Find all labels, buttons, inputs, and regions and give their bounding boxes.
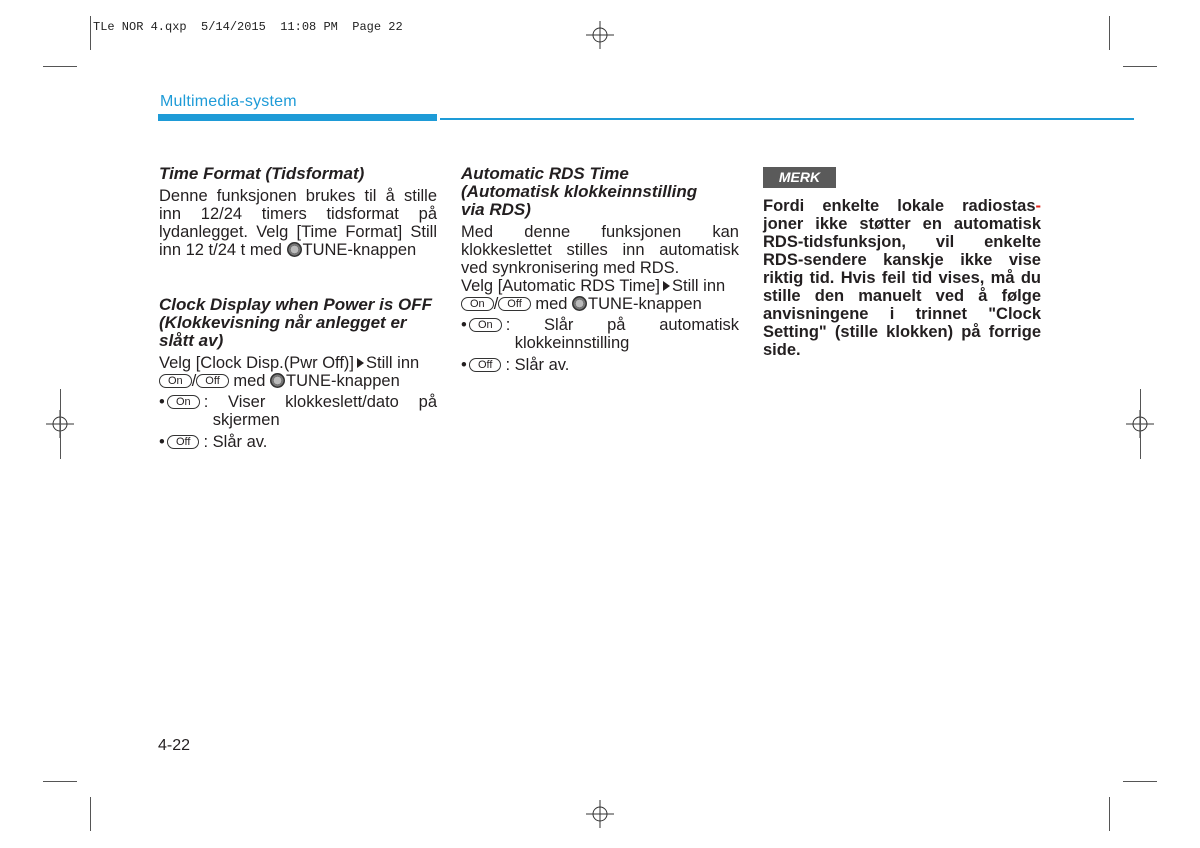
note-line: joner ikke støtter en automatisk: [763, 215, 1041, 233]
list-item-text: : Slår av.: [203, 433, 268, 451]
column-2: [461, 165, 739, 374]
slash: /: [191, 372, 197, 390]
on-button-icon: On: [159, 374, 192, 388]
bullet: •: [159, 393, 165, 411]
note-line: anvisningene i trinnet "Clock: [763, 305, 1041, 323]
rds-time-body: [461, 223, 739, 313]
body-line: ved synkronisering med RDS.: [461, 259, 680, 277]
on-button-icon: On: [167, 395, 200, 409]
heading-line: Automatic RDS Time: [461, 164, 629, 183]
heading-line: slått av): [159, 331, 224, 350]
tune-knob-icon: [287, 242, 302, 257]
page-number: 4-22: [158, 737, 191, 754]
note-line: stille den manuelt ved å følge: [763, 287, 1041, 305]
rds-time-heading: [461, 165, 739, 219]
body-text: inn 12 t/24 t med: [159, 241, 287, 259]
note-line: RDS-tidsfunksjon, vil enkelte: [763, 233, 1041, 251]
list-item: [461, 356, 739, 374]
note-text: Fordi enkelte lokale radiostas: [763, 197, 1036, 215]
list-item-key: [167, 393, 200, 411]
heading-line: (Klokkevisning når anlegget er: [159, 313, 407, 332]
tune-knob-icon: [572, 296, 587, 311]
body-line: [159, 241, 437, 259]
body-line: lydanlegget. Velg [Time Format] Still: [159, 223, 437, 241]
off-button-icon: Off: [498, 297, 530, 311]
body-line: : Slår på automatisk: [505, 316, 739, 334]
section-title: Multimedia-system: [160, 93, 297, 110]
clock-display-heading: [159, 296, 437, 350]
off-button-icon: Off: [469, 358, 501, 372]
header-rule-thick: [158, 114, 437, 121]
time-format-heading: Time Format (Tidsformat): [159, 164, 365, 183]
body-text: med: [530, 295, 573, 313]
header-rule-thin: [440, 118, 1134, 120]
crop-mark: [43, 66, 77, 67]
crop-mark: [1123, 781, 1157, 782]
heading-line: (Automatisk klokkeinnstilling: [461, 182, 698, 201]
on-button-icon: On: [461, 297, 494, 311]
crop-mark: [90, 797, 91, 831]
body-text: Still inn: [366, 354, 420, 372]
body-text: TUNE-knappen: [302, 241, 417, 259]
print-slug: TLe NOR 4.qxp 5/14/2015 11:08 PM Page 22: [93, 20, 403, 34]
note-line: Setting" (stille klokken) på forrige: [763, 323, 1041, 341]
body-text: med: [228, 372, 271, 390]
registration-mark-icon: [586, 800, 614, 828]
crop-mark: [43, 781, 77, 782]
heading-line: Clock Display when Power is OFF: [159, 295, 433, 314]
bullet: •: [461, 316, 467, 334]
body-line: inn 12/24 timers tidsformat på: [159, 205, 437, 223]
note-body: [763, 197, 1041, 359]
crop-mark: [1109, 797, 1110, 831]
list-item: [159, 433, 437, 451]
heading-line: via RDS): [461, 200, 531, 219]
body-line: skjermen: [212, 411, 280, 429]
body-line: : Viser klokkeslett/dato på: [203, 393, 437, 411]
list-item-key: [469, 356, 501, 374]
body-line: [461, 295, 739, 313]
body-line: [461, 277, 739, 295]
time-format-body: [159, 187, 437, 259]
body-text: Still inn: [672, 277, 726, 295]
body-line: [159, 372, 437, 390]
body-text: Velg [Clock Disp.(Pwr Off)]: [159, 354, 354, 372]
body-line: Med denne funksjonen kan: [461, 223, 739, 241]
body-text: Velg [Automatic RDS Time]: [461, 277, 660, 295]
body-text: TUNE-knappen: [286, 372, 400, 390]
note-line: [763, 197, 1041, 215]
crop-mark: [90, 16, 91, 50]
note-badge: MERK: [763, 167, 836, 188]
crop-mark: [1109, 16, 1110, 50]
clock-display-body: [159, 354, 437, 390]
list-item-text: : Slår av.: [505, 356, 570, 374]
off-button-icon: Off: [196, 374, 228, 388]
crop-mark: [1123, 66, 1157, 67]
tune-knob-icon: [270, 373, 285, 388]
note-line: side.: [763, 341, 801, 359]
list-item-text: [204, 393, 437, 429]
on-button-icon: On: [469, 318, 502, 332]
body-line: klokkeslettet stilles inn automatisk: [461, 241, 739, 259]
hyphen: -: [1035, 197, 1041, 215]
registration-mark-icon: [586, 21, 614, 49]
crop-mark: [1140, 389, 1141, 459]
list-item-key: [469, 316, 502, 334]
crop-mark: [60, 389, 61, 459]
arrow-right-icon: [357, 358, 364, 368]
column-1: [159, 165, 437, 451]
note-line: RDS-sendere kanskje ikke vise: [763, 251, 1041, 269]
list-item-text: [506, 316, 739, 352]
body-line: [159, 354, 437, 372]
bullet: •: [159, 433, 165, 451]
list-item: [159, 393, 437, 429]
bullet: •: [461, 356, 467, 374]
body-text: TUNE-knappen: [588, 295, 702, 313]
body-line: Denne funksjonen brukes til å stille: [159, 187, 437, 205]
slash: /: [493, 295, 499, 313]
list-item-key: [167, 433, 199, 451]
list-item: [461, 316, 739, 352]
body-line: klokkeinnstilling: [514, 334, 630, 352]
note-line: riktig tid. Hvis feil tid vises, må du: [763, 269, 1041, 287]
off-button-icon: Off: [167, 435, 199, 449]
arrow-right-icon: [663, 281, 670, 291]
